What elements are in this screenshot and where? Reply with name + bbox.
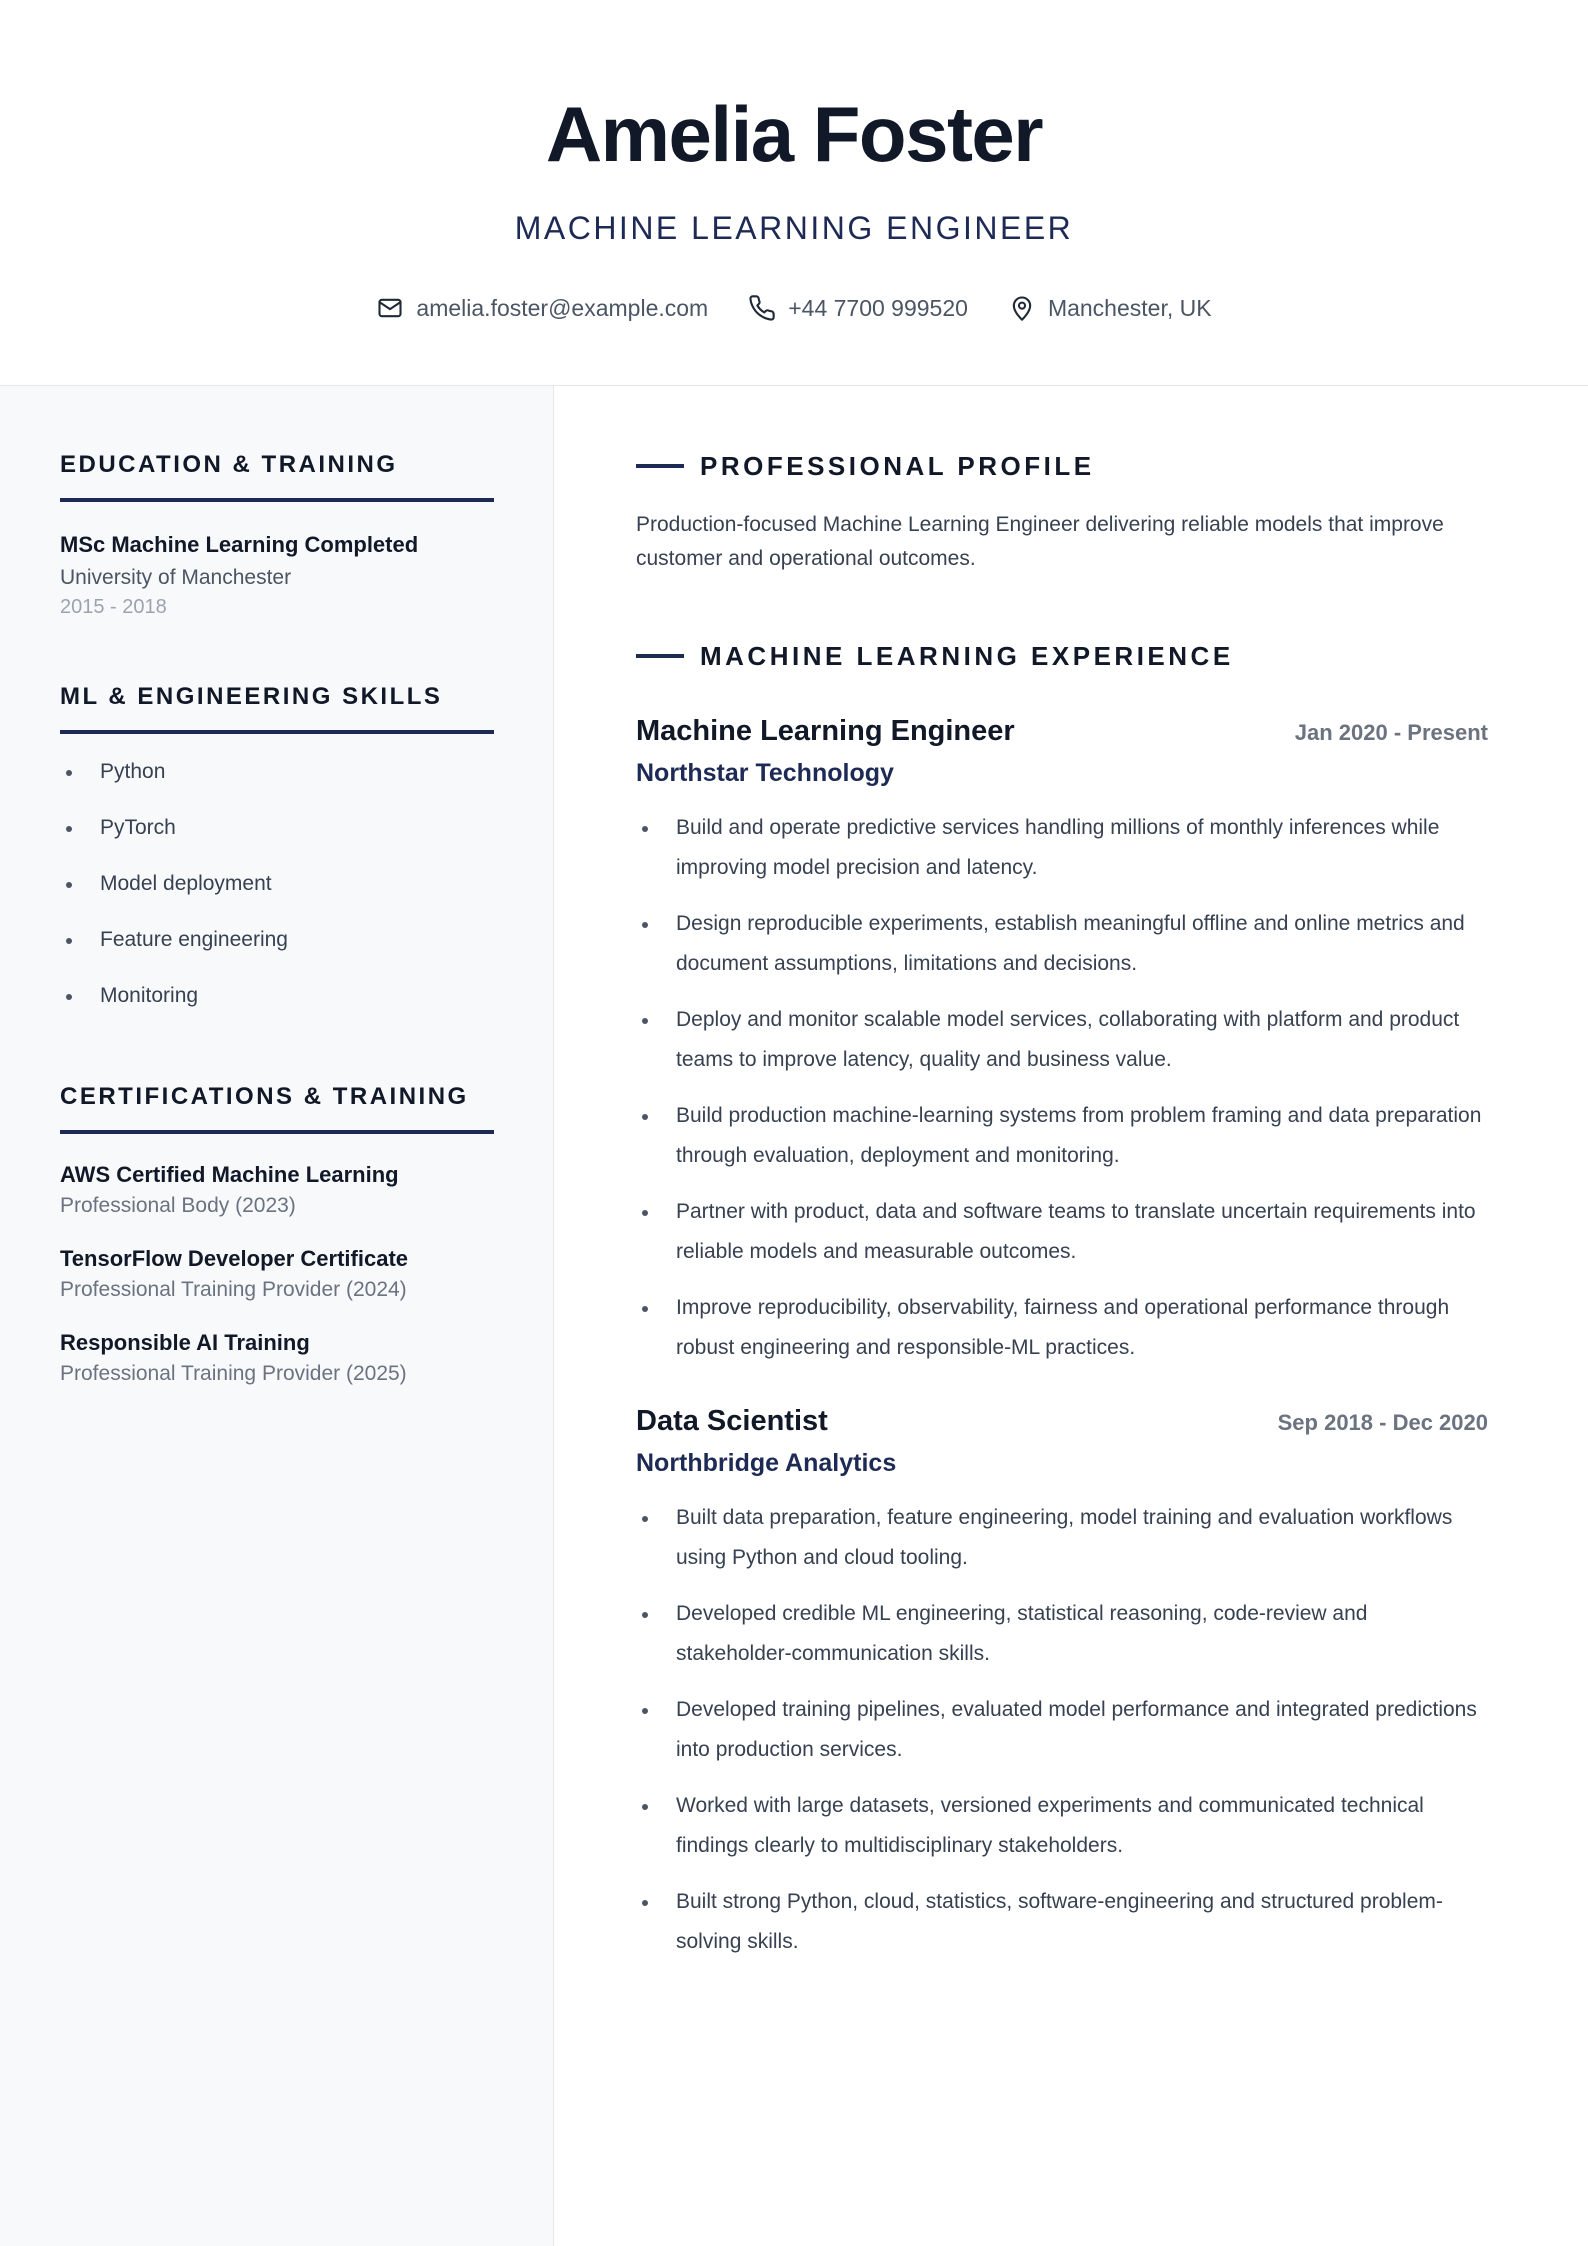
job-dates: Sep 2018 - Dec 2020 [1277, 1410, 1488, 1435]
education-dates: 2015 - 2018 [60, 596, 167, 618]
skill-item: PyTorch [60, 812, 494, 868]
certification-issuer: Professional Body (2023) [60, 1194, 296, 1217]
profile-section [636, 450, 1488, 576]
experience-heading-text: MACHINE LEARNING EXPERIENCE [700, 641, 1234, 671]
education-heading: EDUCATION & TRAINING [60, 450, 494, 502]
job-entry [636, 712, 1488, 1368]
education-school: University of Manchester [60, 566, 292, 589]
certifications-heading: CERTIFICATIONS & TRAINING [60, 1082, 494, 1134]
job-bullets [636, 808, 1488, 1368]
job-bullet: Build production machine-learning systems from problem framing and data preparation through evaluation, deployment and monitoring. [636, 1096, 1488, 1176]
heading-accent-bar [636, 464, 684, 468]
skill-item: Monitoring [60, 980, 494, 1036]
job-bullets [636, 1498, 1488, 1962]
education-section [60, 450, 494, 620]
skill-item: Feature engineering [60, 924, 494, 980]
contact-email[interactable] [376, 294, 708, 322]
skill-item: Python [60, 756, 494, 812]
skills-section [60, 682, 494, 1036]
job-bullet: Partner with product, data and software teams to translate uncertain requirements into reliable models and measurable outcomes. [636, 1192, 1488, 1272]
email-text: amelia.foster@example.com [416, 294, 709, 321]
job-bullet: Design reproducible experiments, establish meaningful offline and online metrics and document assumptions, limitations and decisions. [636, 904, 1488, 984]
profile-heading-text: PROFESSIONAL PROFILE [700, 451, 1095, 481]
resume-header [0, 0, 1588, 386]
heading-accent-bar [636, 654, 684, 658]
location-text: Manchester, UK [1047, 294, 1212, 321]
profile-summary: Production-focused Machine Learning Engineer delivering reliable models that improve customer and operational outcomes. [636, 513, 1444, 570]
certification-name: Responsible AI Training [60, 1330, 310, 1355]
skills-list [60, 756, 494, 1036]
job-header [636, 712, 1488, 750]
experience-section [636, 640, 1488, 1978]
job-title: Data Scientist [636, 1405, 828, 1437]
contact-location [1008, 294, 1212, 322]
profile-heading [636, 450, 1488, 482]
map-pin-icon [1008, 294, 1036, 322]
job-bullet: Deploy and monitor scalable model services, collaborating with platform and product teams to improve latency, quality and business value. [636, 1000, 1488, 1080]
certification-item [60, 1160, 494, 1220]
job-bullet: Developed training pipelines, evaluated model performance and integrated predictions into production services. [636, 1690, 1488, 1770]
certification-item [60, 1244, 494, 1304]
job-header [636, 1402, 1488, 1440]
job-bullet: Worked with large datasets, versioned experiments and communicated technical findings clearly to multidisciplinary stakeholders. [636, 1786, 1488, 1866]
job-entry [636, 1402, 1488, 1962]
skills-heading: ML & ENGINEERING SKILLS [60, 682, 494, 734]
contact-bar [0, 290, 1588, 326]
phone-text: +44 7700 999520 [788, 294, 968, 321]
candidate-name: Amelia Foster [545, 90, 1043, 178]
job-bullet: Developed credible ML engineering, statistical reasoning, code-review and stakeholder-communication skills. [636, 1594, 1488, 1674]
job-bullet: Build and operate predictive services handling millions of monthly inferences while improving model precision and latency. [636, 808, 1488, 888]
sidebar [0, 386, 554, 2246]
experience-heading [636, 640, 1488, 672]
contact-phone[interactable] [748, 294, 968, 322]
certification-name: AWS Certified Machine Learning [60, 1162, 399, 1187]
job-company: Northbridge Analytics [636, 1449, 897, 1477]
phone-icon [748, 294, 776, 322]
education-degree: MSc Machine Learning Completed [60, 532, 419, 557]
job-bullet: Improve reproducibility, observability, fairness and operational performance through robust engineering and responsible-ML practices. [636, 1288, 1488, 1368]
job-bullet: Built data preparation, feature engineering, model training and evaluation workflows using Python and cloud tooling. [636, 1498, 1488, 1578]
job-dates: Jan 2020 - Present [1294, 720, 1488, 745]
certification-issuer: Professional Training Provider (2024) [60, 1278, 407, 1301]
certifications-section [60, 1082, 494, 1388]
mail-icon [376, 294, 404, 322]
job-company: Northstar Technology [636, 759, 894, 787]
skill-item: Model deployment [60, 868, 494, 924]
job-bullet: Built strong Python, cloud, statistics, software-engineering and structured problem-solving skills. [636, 1882, 1488, 1962]
certification-item [60, 1328, 494, 1388]
certification-name: TensorFlow Developer Certificate [60, 1246, 409, 1271]
certification-issuer: Professional Training Provider (2025) [60, 1362, 407, 1385]
job-title: Machine Learning Engineer [636, 715, 1015, 747]
candidate-title: MACHINE LEARNING ENGINEER [514, 210, 1074, 246]
